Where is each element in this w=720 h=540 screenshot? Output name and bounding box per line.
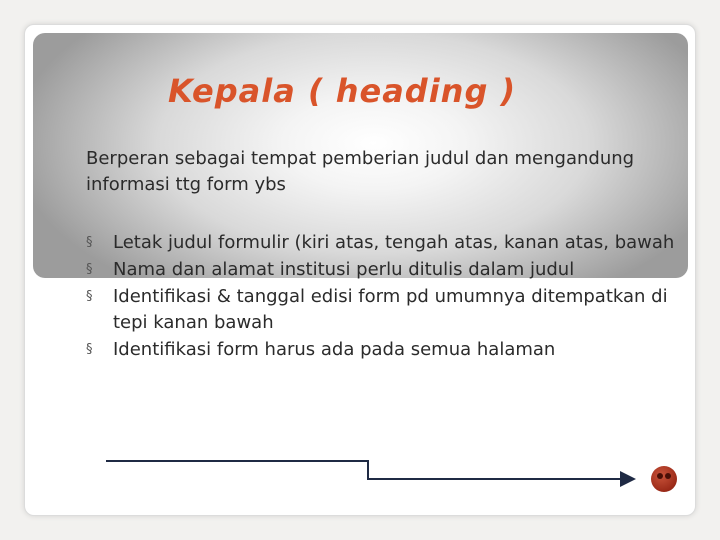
bullet-text: Nama dan alamat institusi perlu ditulis dalam judul	[113, 259, 575, 280]
bullet-marker: §	[86, 262, 93, 277]
bullet-marker: §	[86, 235, 93, 250]
bullet-text: Identifikasi & tanggal edisi form pd umumnya ditempatkan di tepi kanan bawah	[113, 286, 668, 333]
bullet-text: Letak judul formulir (kiri atas, tengah atas, kanan atas, bawah	[113, 232, 675, 253]
bullet-text: Identifikasi form harus ada pada semua halaman	[113, 339, 556, 360]
eye-dot	[665, 473, 671, 479]
circle-face-icon[interactable]	[651, 466, 677, 492]
slide-title: Kepala ( heading )	[168, 72, 517, 110]
bullet-marker: §	[86, 342, 93, 357]
intro-text: Berperan sebagai tempat pemberian judul dan mengandung informasi ttg form ybs	[86, 148, 635, 195]
eye-dot	[657, 473, 663, 479]
bullet-marker: §	[86, 289, 93, 304]
